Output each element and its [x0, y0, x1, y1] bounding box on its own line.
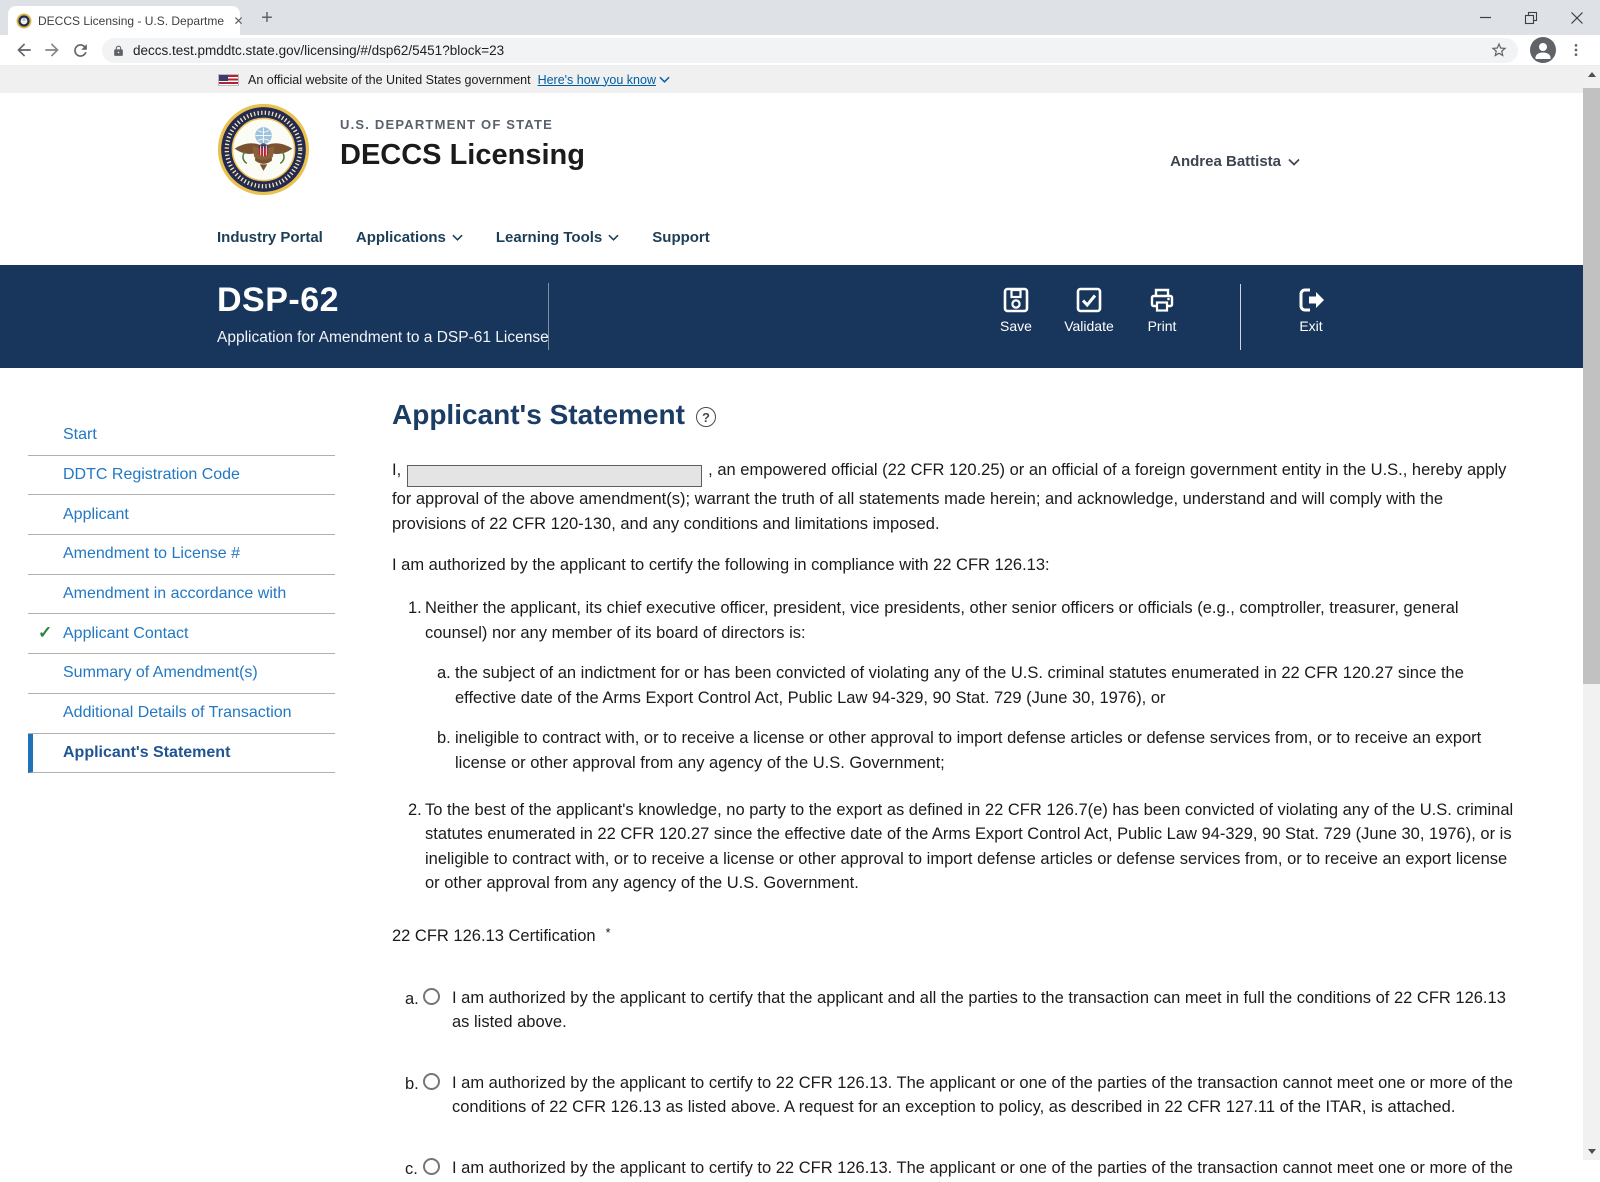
radio-option-c[interactable]: [423, 1158, 440, 1175]
app-title: DECCS Licensing: [340, 139, 585, 171]
sidebar-item-applicant-contact[interactable]: [28, 614, 335, 654]
usa-gov-banner: [0, 66, 1583, 93]
scroll-down-button[interactable]: [1583, 1143, 1600, 1160]
applicants-statement-section: [392, 368, 1514, 1182]
list-item-2: [392, 798, 1514, 896]
form-section-nav: [28, 416, 335, 773]
back-arrow-icon: [14, 40, 34, 60]
nav-label: Support: [652, 228, 710, 246]
exit-label: Exit: [1299, 318, 1323, 334]
minimize-icon: [1480, 12, 1491, 23]
certification-option-c: [392, 1156, 1514, 1182]
address-bar[interactable]: [102, 38, 1518, 63]
list-text: the subject of an indictment for or has been convicted of violating any of the U.S. criminal statutes enumerated in 22 CFR 120.27 since the effective date of the Arms Export Control Act, Public Law 94-329, 90 Stat. 729 (June 30, 1976), or: [455, 664, 1464, 707]
form-title: Application for Amendment to a DSP-61 License: [217, 329, 549, 346]
list-text: Neither the applicant, its chief executive officer, president, vice presidents, other senior officers or officials (e.g., comptroller, treasurer, general counsel) nor any member of its board of directors is:: [425, 599, 1459, 642]
list-number: b.: [437, 729, 451, 748]
validate-button[interactable]: [1057, 286, 1121, 334]
sidebar-item-amendment-in-accordance-with[interactable]: [28, 575, 335, 615]
completed-check-icon: ✓: [38, 622, 53, 642]
sidebar-item-label: Applicant's Statement: [63, 743, 231, 761]
nav-industry-portal[interactable]: [217, 229, 323, 246]
sidebar-item-label: DDTC Registration Code: [63, 466, 240, 484]
print-icon: [1148, 286, 1176, 314]
list-number: 2.: [408, 800, 422, 819]
chevron-down-icon: [659, 76, 670, 83]
statement-prefix: I,: [392, 461, 402, 479]
certification-label-text: 22 CFR 126.13 Certification: [392, 927, 596, 946]
option-letter: c.: [405, 1159, 418, 1178]
profile-avatar[interactable]: [1530, 37, 1556, 63]
reload-icon: [71, 41, 90, 60]
kebab-menu-icon: [1568, 42, 1584, 58]
nav-learning-tools[interactable]: [496, 229, 619, 246]
list-number: 1.: [408, 599, 422, 618]
bookmark-star-icon[interactable]: [1490, 41, 1508, 59]
banner-text: An official website of the United States government: [248, 72, 531, 87]
save-label: Save: [1000, 318, 1032, 334]
nav-applications[interactable]: [356, 229, 463, 246]
print-button[interactable]: [1130, 286, 1194, 334]
scroll-up-button[interactable]: [1583, 66, 1600, 83]
lock-icon: [112, 44, 125, 57]
list-text: ineligible to contract with, or to receive a license or other approval to import defense articles or defense services from, or to receive an export license or other approval from any agency of the U.S. Government;: [455, 729, 1482, 773]
certification-option-a: [392, 986, 1514, 1035]
divider: [1240, 284, 1241, 350]
sidebar-item-amendment-to-license[interactable]: [28, 535, 335, 575]
tab-favicon-seal-icon: [16, 13, 32, 29]
nav-label: Applications: [355, 228, 446, 246]
page-scrollbar[interactable]: [1583, 66, 1600, 1160]
tab-close-icon[interactable]: ✕: [233, 13, 244, 28]
list-text: To the best of the applicant's knowledge, no party to the export as defined in 22 CFR 126.7(e) has been convicted of violating any of the U.S. criminal statutes enumerated in 22 CFR 120.27 since the effective date of the Arms Export Control Act, Public Law 94-329, 90 Stat. 729 (June 30, 1976), or is ineligible to contract with, or to receive a license or other approval to import defense articles or defense services from, or to receive an export license or other approval from any agency of the U.S. Government.: [425, 800, 1514, 893]
sidebar-item-label: Amendment to License #: [63, 545, 240, 563]
restore-icon: [1525, 12, 1537, 24]
nav-label: Industry Portal: [217, 228, 323, 246]
forward-button[interactable]: [38, 36, 66, 64]
agency-name: U.S. DEPARTMENT OF STATE: [340, 117, 553, 132]
sidebar-item-applicants-statement[interactable]: [28, 734, 335, 774]
validate-label: Validate: [1064, 318, 1114, 334]
help-icon[interactable]: ?: [696, 407, 716, 427]
sidebar-item-label: Applicant Contact: [63, 624, 189, 642]
browser-toolbar: [0, 35, 1600, 66]
sidebar-item-additional-details[interactable]: [28, 694, 335, 734]
tab-title: DECCS Licensing - U.S. Departme: [38, 13, 225, 28]
url-text: deccs.test.pmddtc.state.gov/licensing/#/dsp62/5451?block=23: [133, 42, 505, 58]
empowered-official-name-input[interactable]: [407, 465, 702, 487]
save-button[interactable]: [984, 286, 1048, 334]
browser-menu-button[interactable]: [1562, 36, 1590, 64]
divider: [548, 283, 549, 350]
radio-option-a[interactable]: [423, 988, 440, 1005]
option-text: I am authorized by the applicant to certify that the applicant and all the parties to the transaction can meet in full the conditions of 22 CFR 126.13 as listed above.: [452, 988, 1506, 1032]
page-title: Applicant's Statement: [392, 399, 685, 430]
nav-label: Learning Tools: [495, 228, 603, 246]
banner-how-you-know-link[interactable]: [538, 73, 670, 87]
required-asterisk: *: [605, 926, 611, 941]
banner-link-label: Here's how you know: [537, 72, 656, 87]
form-header-bar: [0, 265, 1583, 368]
sidebar-item-label: Additional Details of Transaction: [63, 704, 292, 722]
sidebar-item-label: Start: [63, 426, 97, 444]
sidebar-item-summary-of-amendments[interactable]: [28, 654, 335, 694]
validate-checkbox-icon: [1075, 286, 1103, 314]
sidebar-item-start[interactable]: [28, 416, 335, 456]
primary-nav: [0, 209, 1583, 265]
option-text: I am authorized by the applicant to certify to 22 CFR 126.13. The applicant or one of the parties of the transaction cannot meet one or more of the conditions of 22 CFR 126.13 as listed above. A request for an exception to policy, as described in 22 CFR 127.11 of the ITAR, is attached.: [452, 1073, 1513, 1117]
radio-option-b[interactable]: [423, 1073, 440, 1090]
option-letter: a.: [405, 989, 419, 1008]
user-name: Andrea Battista: [1170, 153, 1281, 170]
department-of-state-seal: [217, 103, 310, 196]
site-header: [0, 93, 1583, 209]
sidebar-item-applicant[interactable]: [28, 495, 335, 535]
us-flag-icon: [218, 74, 239, 86]
sidebar-item-ddtc-registration-code[interactable]: [28, 456, 335, 496]
sidebar-item-label: Summary of Amendment(s): [63, 664, 258, 682]
chevron-down-icon: [1288, 158, 1300, 166]
exit-logout-icon: [1297, 286, 1325, 314]
statement-paragraph: [392, 458, 1514, 536]
new-tab-button[interactable]: +: [261, 6, 273, 29]
certification-label: [392, 924, 1514, 950]
sidebar-item-label: Applicant: [63, 505, 129, 523]
list-item-1: [392, 596, 1514, 645]
print-label: Print: [1147, 318, 1177, 334]
browser-titlebar: [0, 0, 1600, 35]
back-button[interactable]: [10, 36, 38, 64]
browser-tab[interactable]: [8, 6, 244, 35]
window-minimize-button[interactable]: [1462, 0, 1508, 35]
option-letter: b.: [405, 1074, 419, 1093]
chevron-down-icon: [452, 234, 463, 241]
list-item-1a: [437, 661, 1514, 710]
scrollbar-thumb[interactable]: [1583, 88, 1600, 684]
reload-button[interactable]: [66, 36, 94, 64]
sidebar-item-label: Amendment in accordance with: [63, 585, 287, 603]
nav-support[interactable]: [652, 229, 710, 246]
certification-option-b: [392, 1071, 1514, 1120]
window-close-button[interactable]: [1554, 0, 1600, 35]
chevron-down-icon: [608, 234, 619, 241]
authorization-intro: I am authorized by the applicant to certify the following in compliance with 22 CFR 126.13:: [392, 556, 1050, 575]
exit-button[interactable]: [1279, 286, 1343, 334]
user-account-menu[interactable]: [1170, 153, 1300, 170]
save-floppy-icon: [1002, 286, 1030, 314]
list-item-1b: [437, 726, 1514, 775]
close-icon: [1571, 12, 1583, 24]
triangle-up-icon: [1588, 72, 1596, 77]
form-code: DSP-62: [217, 281, 340, 319]
triangle-down-icon: [1588, 1149, 1596, 1154]
forward-arrow-icon: [42, 40, 62, 60]
option-text: I am authorized by the applicant to certify to 22 CFR 126.13. The applicant or one of the parties of the transaction cannot meet one or more of the: [452, 1158, 1513, 1177]
window-restore-button[interactable]: [1508, 0, 1554, 35]
statement-suffix: , an empowered official (22 CFR 120.25) or an official of a foreign government entity in the U.S., hereby apply for approval of the above amendment(s); warrant the truth of all statements made herein; and acknowledge, understand and will comply with the provisions of 22 CFR 120-130, and any conditions and limitations imposed.: [392, 461, 1507, 533]
list-number: a.: [437, 664, 451, 683]
